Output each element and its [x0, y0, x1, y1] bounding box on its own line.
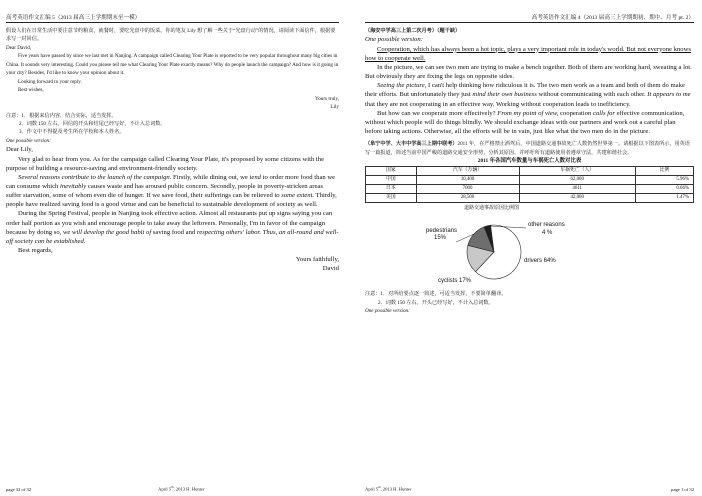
table-cell: 7000: [416, 185, 519, 194]
letter-signature: Lily: [330, 104, 339, 111]
letter-closing-line: Looking forward to your reply.: [18, 78, 82, 85]
page-number: page 1 of 32: [671, 487, 694, 492]
footer-date: April 5th, 2013 H. Hunter: [365, 485, 412, 492]
answer-greeting: Dear Lily,: [6, 146, 33, 154]
table-cell: 4611: [519, 185, 635, 194]
table-caption: 2011 年各国汽车数量与车祸死亡人数对比表: [477, 158, 582, 165]
answer-sign-off: Yours faithfully,: [295, 256, 339, 264]
letter-sign-off: Yours truly,: [315, 95, 339, 102]
pie-chart-svg: [416, 204, 566, 288]
header-rule: [365, 22, 694, 23]
answer-paragraph: Very glad to hear from you. As for the campaign called Clearing Your Plate, it's proposed by some citizens with the purpose of building a resource-saving and environment-friendly society.: [6, 155, 325, 172]
highlight-phrase: tend to: [249, 173, 268, 181]
answer-signature: David: [322, 265, 339, 273]
table-header-row: [366, 167, 694, 176]
table-cell: 5.96%: [635, 176, 693, 185]
pie-label-cyclists: cyclists 17%: [438, 278, 472, 285]
letter-greeting: Dear David,: [6, 44, 32, 51]
right-page: [351, 0, 702, 496]
note-line: 2．词数 150 左右。开头已经写好，不计入总词数。: [378, 299, 494, 306]
answer-text: Thirdly, people have realized saving food is a good virtue and can be beneficial to sustainable development of society as well.: [6, 192, 337, 209]
column-header: 比例: [635, 167, 693, 176]
task2-prompt: （阜宁中学、大丰中学高三上期中联考）2011 年，在严格禁止酒驾后，中国道路交通事故死亡人数仍然世界第一。请根据以下图表所示，用英语写一篇报道，简述当前中国严峻的道路交通安全形势，分析其原因，并呼吁所有道路使用者遵章守法，共建和谐社会。: [365, 141, 690, 156]
answer-paragraph: [6, 173, 339, 210]
running-head: 高考英语作文汇编 5（2013 届高三上学期期末至一模）: [6, 15, 141, 21]
letter-closing: Best wishes,: [18, 87, 44, 94]
table-cell: 28,500: [416, 194, 519, 203]
essay-paragraph: In the picture, we can see two men are trying to make a bench together. Both of them are working hard, sweating a lot. But obviously they are fixing the legs on opposite sides.: [365, 63, 692, 81]
highlight-phrase: to some extent.: [274, 192, 315, 200]
answer-text: saving food and: [151, 228, 197, 236]
right-content: [365, 27, 694, 315]
answer-text: Firstly, while dining out, we: [171, 173, 250, 181]
chart-title: 道路交通事故原因比例图: [464, 206, 520, 212]
table-cell: 日本: [366, 185, 417, 194]
pie-label-drivers: drivers 64%: [524, 258, 556, 265]
stats-table: [365, 166, 694, 203]
table-cell: 42,000: [519, 194, 635, 203]
table-cell: 美国: [366, 194, 417, 203]
footer-date: April 5th, 2013 H. Hunter: [158, 485, 205, 492]
answer-closing: Best regards,: [18, 247, 53, 255]
highlight-phrase: respecting others' labor. Thus, an all-round and well-off society can be established.: [6, 228, 339, 245]
version-label: One possible version:: [6, 137, 51, 144]
page-number: page 32 of 32: [6, 487, 32, 492]
table-cell: 中国: [366, 176, 417, 185]
header-rule: [6, 22, 339, 23]
answer-text: During the Spring Festival, people in Nanjing took effective action. Almost all restaurants put up signs saying you can order half portion as you wish and encourage people to take away the leftovers. Personally, I'm in favor of the campaign because by doing so,: [6, 210, 333, 236]
highlight-phrase: we will develop the good habit of: [63, 228, 152, 236]
pie-chart: [416, 204, 566, 288]
letter-body: Five years have passed by since we last met in Nanjing. A campaign called Clearing Your Plate is reported to be very popular throughout many big cities in China. It sounds very interesting. Could you please tell me what Clearing Your Plate exactly means? Why do people launch the campaign? And how is it going in your city? Besides, I'd like to know your opinion about it.: [6, 53, 339, 77]
table-row: [366, 176, 694, 185]
table-row: [366, 185, 694, 194]
note-line: 注意：1．根据来信内容，结合实际，适当发挥。: [6, 112, 117, 119]
answer-paragraph: [6, 209, 339, 246]
table-cell: 1.47%: [635, 194, 693, 203]
table-cell: 10,400: [416, 176, 519, 185]
answer-text: order more food than we can consume which: [6, 173, 336, 190]
pie-label-pedestrians: pedestrians 15%: [426, 228, 458, 242]
table-cell: 0.66%: [635, 185, 693, 194]
highlight-phrase: inevitably: [60, 182, 87, 190]
version-label: One possible version:: [365, 36, 423, 44]
essay-paragraph: Cooperation, which has always been a hot topic, plays a very important role in today's world. But not everyone knows how to cooperate well.: [365, 45, 691, 62]
version-label: One possible version:: [365, 307, 410, 314]
essay-paragraph: But how can we cooperate more effectively? From my point of view, cooperation calls for effective communication, without which people will do things blindly. We should exchange ideas with our partners and work out a careful plan before taking actions. Otherwise, all the efforts will be in vain, just like what the two men do in the picture.: [365, 109, 685, 136]
table-row: [366, 194, 694, 203]
column-header: 汽车（万辆）: [416, 167, 519, 176]
note-line: 3．作文中不得提及考生所在学校和本人姓名。: [19, 129, 125, 136]
source-tag: （海安中学高三上第二次月考）（题干缺）: [365, 28, 461, 34]
pie-label-other-reasons: other reasons 4 %: [528, 222, 565, 237]
note-line: 2．词数 150 左右。回信的开头和结尾已经写好，不计入总词数。: [19, 120, 166, 127]
left-content: [6, 27, 339, 274]
answer-text: causes waste and has aroused public concern. Secondly, people in poverty-stricken areas suffer starvation, some of whom even die of hunger. If we save food, their sufferings can be relieved: [6, 182, 323, 200]
table-cell: 62,000: [519, 176, 635, 185]
running-head: 高考英语作文汇编 4（2013 届高三上学期期初、期中、月考 pt. 2）: [531, 15, 694, 21]
essay-paragraph: Seeing the picture, I can't help thinking how ridiculous it is. The two men work as a team and both of them do make their efforts. But unfortunately they just mind their own business without communicating with each other. It appears to me that they are not cooperating in an effective way. Working without cooperation leads to inefficiency.: [365, 82, 691, 108]
column-header: 车祸死亡（人）: [519, 167, 635, 176]
highlight-phrase: Several reasons contribute to the launch of the campaign.: [18, 173, 172, 181]
prompt-intro: 假设人们在日常生活中要注意节约粮食，就餐时，要吃光盘中的饭菜。你的笔友 Lily 想了解一些关于“光盘行动”的情况，请阅读下面信件，根据要求写一封回信。: [6, 28, 336, 43]
note-line: 注意：1．对所给要点逐一简述，可适当发挥，不要简单翻译。: [365, 291, 507, 298]
column-header: 国家: [366, 167, 417, 176]
